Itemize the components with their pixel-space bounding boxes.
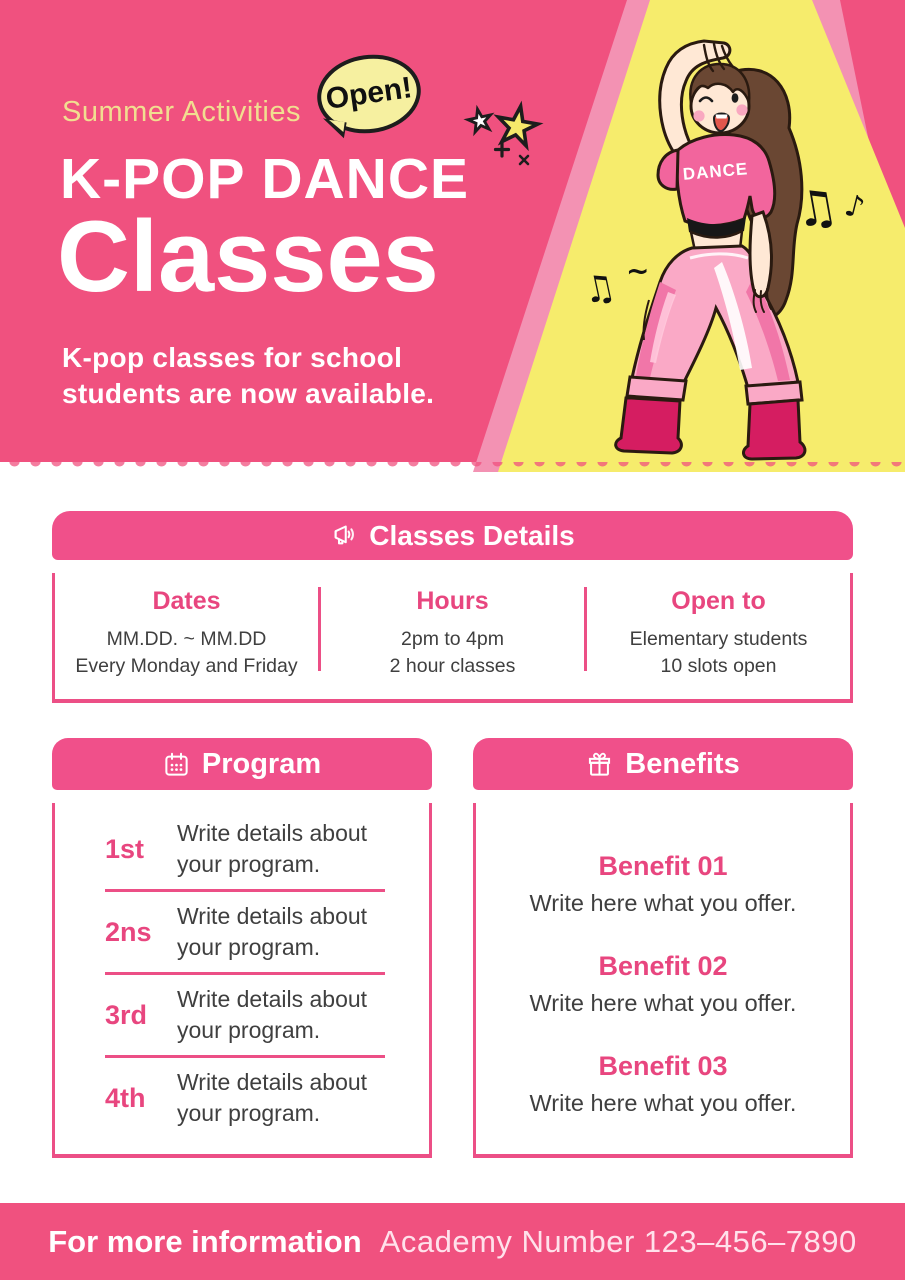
column-line: 2pm to 4pm — [401, 628, 504, 650]
bubble-tail-fill — [327, 120, 344, 132]
shirt-text: DANCE — [682, 159, 749, 184]
cross-sparkle-icon — [520, 156, 528, 164]
megaphone-icon — [330, 522, 357, 549]
classes-details-header — [52, 511, 853, 560]
program-header — [52, 738, 432, 790]
program-item-3 — [55, 975, 429, 1055]
program-item-text: Write details about your program. — [177, 1068, 368, 1126]
benefits-card — [473, 738, 853, 1158]
poster-title-line1: K-POP DANCE — [60, 147, 469, 211]
footer-phone: Academy Number 123–456–7890 — [379, 1223, 857, 1259]
program-item-text: Write details about your program. — [177, 902, 368, 960]
benefits-body — [473, 803, 853, 1158]
tilde-mark: ~ — [626, 254, 650, 287]
benefit-label: Benefit 01 — [598, 851, 728, 881]
plus-sparkle-icon — [496, 143, 509, 156]
music-note-icon: ♫ — [790, 177, 843, 240]
music-note-icon: ♫ — [579, 265, 620, 313]
program-item-text: Write details about your program. — [177, 819, 368, 877]
program-item-4 — [55, 1058, 429, 1138]
poster-title-line2: Classes — [57, 201, 439, 313]
poster-subtitle — [62, 340, 434, 413]
yellow-star-icon — [494, 103, 540, 147]
benefit-label: Benefit 03 — [598, 1051, 728, 1081]
program-body — [52, 803, 432, 1158]
program-item-label: 2ns — [105, 916, 152, 947]
details-column-hours — [321, 573, 584, 699]
column-label: Dates — [152, 587, 221, 615]
program-item-1 — [55, 809, 429, 889]
classes-details-card — [52, 511, 853, 703]
music-note-icon: ♪ — [841, 187, 869, 227]
benefit-label: Benefit 02 — [598, 951, 728, 981]
benefit-text: Write here what you offer. — [529, 990, 797, 1016]
footer-bar — [0, 1203, 905, 1280]
sparkle-stars — [466, 103, 540, 164]
program-title: Program — [201, 747, 322, 780]
column-label: Open to — [671, 587, 766, 615]
program-item-label: 4th — [105, 1082, 146, 1113]
benefit-text: Write here what you offer. — [529, 1090, 797, 1116]
scalloped-edge — [0, 462, 905, 469]
program-item-label: 3rd — [105, 999, 148, 1030]
calendar-icon — [163, 751, 190, 778]
benefit-item-2 — [476, 951, 850, 1017]
footer-label: For more information — [48, 1223, 362, 1259]
column-label: Hours — [416, 587, 489, 615]
benefits-title: Benefits — [625, 747, 740, 780]
open-label: Open! — [323, 71, 415, 116]
program-benefits-row — [52, 738, 853, 1158]
program-card — [52, 738, 432, 1158]
program-item-label: 1st — [105, 833, 145, 864]
classes-details-body — [52, 573, 853, 703]
column-line: Elementary students — [629, 628, 808, 650]
column-line: 2 hour classes — [389, 655, 516, 678]
gift-icon — [586, 751, 613, 778]
benefit-text: Write here what you offer. — [529, 890, 797, 916]
classes-details-title: Classes Details — [369, 519, 575, 551]
column-line: 10 slots open — [660, 655, 777, 678]
subtitle-line1: K-pop classes for school — [62, 342, 403, 373]
program-item-2 — [55, 892, 429, 972]
benefit-item-3 — [476, 1051, 850, 1117]
subtitle-line2: students are now available. — [62, 378, 435, 410]
column-line: Every Monday and Friday — [75, 655, 298, 678]
hero-section — [0, 0, 905, 462]
details-column-dates — [55, 573, 318, 699]
hero-tagline: Summer Activities — [62, 96, 301, 128]
program-item-text: Write details about your program. — [177, 985, 368, 1043]
white-star-icon — [466, 107, 493, 133]
benefits-header — [473, 738, 853, 790]
column-line: MM.DD. ~ MM.DD — [106, 628, 267, 650]
benefit-item-1 — [476, 851, 850, 917]
details-column-open-to — [587, 573, 850, 699]
